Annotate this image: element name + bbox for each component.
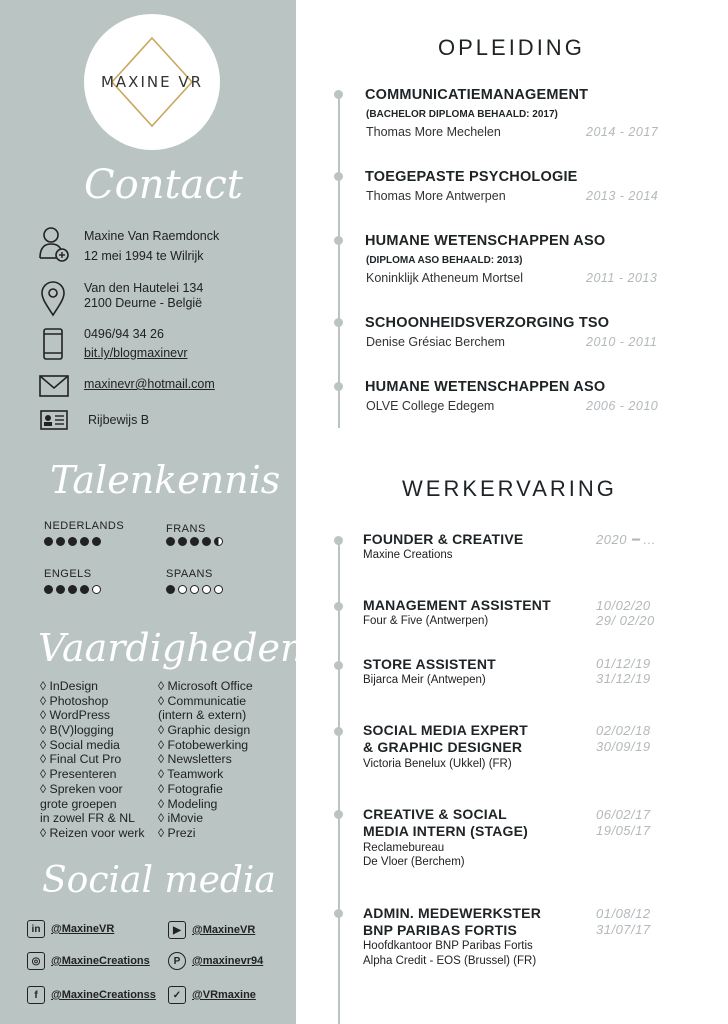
work-date-start: 02/02/18 (596, 723, 651, 738)
skill-item: ◊ Teamwork (158, 767, 224, 782)
contact-license: Rijbewijs B (88, 413, 150, 427)
education-years: 2010 - 2011 (586, 335, 658, 349)
work-date-end: 31/07/17 (596, 922, 651, 937)
skill-item: ◊ Modeling (158, 796, 218, 811)
work-company: Reclamebureau (363, 842, 445, 854)
pinterest-icon: P (168, 952, 186, 970)
timeline-dot (334, 172, 343, 181)
work-date-start: 10/02/20 (596, 598, 651, 613)
social-handle: @MaxineCreations (51, 955, 150, 967)
contact-blog-link[interactable]: bit.ly/blogmaxinevr (84, 346, 188, 360)
education-school: Denise Grésiac Berchem (366, 335, 505, 349)
skill-item: ◊ InDesign (40, 679, 99, 693)
work-company: Maxine Creations (363, 549, 453, 561)
social-handle: @maxinevr94 (192, 955, 264, 967)
education-title: COMMUNICATIEMANAGEMENT (365, 87, 589, 103)
work-title: STORE ASSISTENT (363, 656, 496, 672)
timeline-dot (334, 382, 343, 391)
skill-item: ◊ WordPress (40, 708, 111, 723)
timeline-dot (334, 661, 343, 670)
education-title: TOEGEPASTE PSYCHOLOGIE (365, 169, 578, 185)
language-level-spaans (166, 585, 223, 594)
education-years: 2006 - 2010 (586, 399, 659, 413)
youtube-icon: ▶ (168, 921, 186, 939)
work-date-end: 30/09/19 (596, 739, 651, 754)
language-level-engels (44, 585, 101, 594)
contact-heading: Contact (84, 162, 243, 208)
contact-street: Van den Hautelei 134 (84, 281, 204, 295)
work-title-line2: BNP PARIBAS FORTIS (363, 922, 517, 938)
skill-item: ◊ Microsoft Office (158, 679, 253, 693)
work-title-line2: & GRAPHIC DESIGNER (363, 739, 523, 755)
education-timeline (338, 94, 340, 428)
social-handle: @MaxineVR (51, 923, 115, 935)
skill-item: ◊ Fotobewerking (158, 737, 249, 752)
education-subtitle: (BACHELOR DIPLOMA BEHAALD: 2017) (366, 109, 558, 120)
education-years: 2011 - 2013 (586, 271, 658, 285)
timeline-dot (334, 909, 343, 918)
person-add-icon (38, 226, 70, 262)
skill-item: ◊ Photoshop (40, 693, 109, 708)
skill-item: ◊ Final Cut Pro (40, 752, 122, 767)
social-pinterest[interactable] (168, 952, 263, 970)
education-subtitle: (DIPLOMA ASO BEHAALD: 2013) (366, 255, 523, 266)
timeline-dot (334, 810, 343, 819)
id-card-icon (40, 410, 68, 430)
location-pin-icon (40, 281, 66, 317)
social-youtube[interactable] (168, 921, 255, 939)
work-title: MANAGEMENT ASSISTENT (363, 597, 551, 613)
language-level-nederlands (44, 537, 101, 546)
sidebar (0, 0, 305, 1024)
language-name: NEDERLANDS (44, 520, 125, 532)
social-handle: @MaxineCreationss (51, 989, 156, 1001)
work-date-end: 31/12/19 (596, 671, 651, 686)
contact-name: Maxine Van Raemdonck (84, 229, 220, 243)
contact-email-link[interactable]: maxinevr@hotmail.com (84, 377, 215, 391)
skill-item: ◊ Prezi (158, 825, 196, 840)
contact-phone: 0496/94 34 26 (84, 327, 164, 341)
language-name: SPAANS (166, 568, 213, 580)
education-school: Thomas More Antwerpen (366, 189, 506, 203)
logo (84, 14, 220, 150)
skill-item: ◊ Spreken voor (40, 781, 123, 796)
skill-item: ◊ Fotografie (158, 781, 223, 796)
timeline-dot (334, 236, 343, 245)
skill-item: ◊ Newsletters (158, 752, 232, 767)
education-heading: OPLEIDING (438, 35, 585, 60)
skill-item: ◊ Social media (40, 737, 120, 752)
timeline-dot (334, 90, 343, 99)
skill-item: ◊ Reizen voor werk (40, 825, 145, 840)
work-heading: WERKERVARING (402, 476, 617, 501)
social-instagram[interactable] (27, 952, 150, 970)
skill-item: ◊ B(V)logging (40, 723, 114, 738)
languages-heading: Talenkennis (50, 458, 281, 502)
social-handle: @MaxineVR (192, 924, 256, 936)
work-title-line2: MEDIA INTERN (STAGE) (363, 823, 528, 839)
work-title: ADMIN. MEDEWERKSTER (363, 905, 542, 921)
skill-item: ◊ Graphic design (158, 723, 251, 738)
skill-item: ◊ Presenteren (40, 767, 117, 782)
skill-item: (intern & extern) (158, 708, 247, 723)
work-company: Victoria Benelux (Ukkel) (FR) (363, 758, 512, 770)
timeline-dot (334, 536, 343, 545)
education-years: 2014 - 2017 (586, 125, 659, 139)
work-location: Alpha Credit - EOS (Brussel) (FR) (363, 955, 537, 967)
mail-icon (39, 375, 69, 397)
skill-item: grote groepen (40, 796, 117, 811)
work-date-start: 01/12/19 (596, 656, 651, 671)
work-date-start: 2020 ━ ... (596, 532, 656, 547)
skill-item: ◊ Communicatie (158, 693, 247, 708)
education-title: SCHOONHEIDSVERZORGING TSO (365, 315, 610, 331)
twitter-icon: ✓ (168, 986, 186, 1004)
education-title: HUMANE WETENSCHAPPEN ASO (365, 379, 606, 395)
work-company: Hoofdkantoor BNP Paribas Fortis (363, 940, 533, 952)
social-handle: @VRmaxine (192, 989, 256, 1001)
work-date-start: 06/02/17 (596, 807, 651, 822)
education-school: Thomas More Mechelen (366, 125, 501, 139)
phone-icon (43, 328, 63, 360)
skill-item: ◊ iMovie (158, 811, 204, 826)
social-linkedin[interactable] (27, 920, 114, 938)
work-date-end: 29/ 02/20 (596, 613, 655, 628)
social-twitter[interactable] (168, 986, 256, 1004)
skills-column-1 (40, 679, 145, 841)
timeline-dot (334, 602, 343, 611)
skill-item: in zowel FR & NL (40, 811, 135, 826)
work-company: Four & Five (Antwerpen) (363, 615, 489, 627)
timeline-dot (334, 318, 343, 327)
linkedin-icon: in (27, 920, 45, 938)
education-school: Koninklijk Atheneum Mortsel (366, 271, 524, 285)
facebook-icon: f (27, 986, 45, 1004)
social-facebook[interactable] (27, 986, 156, 1004)
education-title: HUMANE WETENSCHAPPEN ASO (365, 233, 606, 249)
education-years: 2013 - 2014 (586, 189, 659, 203)
work-title: CREATIVE & SOCIAL (363, 806, 507, 822)
language-level-frans (166, 537, 223, 546)
skills-column-2 (158, 679, 253, 841)
timeline-dot (334, 727, 343, 736)
work-date-end: 19/05/17 (596, 823, 651, 838)
skills-heading: Vaardigheden (38, 626, 305, 670)
work-title: FOUNDER & CREATIVE (363, 531, 524, 547)
education-school: OLVE College Edegem (366, 399, 495, 413)
contact-city: 2100 Deurne - België (84, 296, 203, 310)
social-heading: Social media (42, 860, 276, 901)
language-name: ENGELS (44, 568, 92, 580)
work-location: De Vloer (Berchem) (363, 856, 465, 868)
work-title: SOCIAL MEDIA EXPERT (363, 722, 528, 738)
language-name: FRANS (166, 523, 206, 535)
logo-text: MAXINE VR (100, 73, 204, 91)
instagram-icon: ◎ (27, 952, 45, 970)
work-company: Bijarca Meir (Antwepen) (363, 674, 486, 686)
contact-birth: 12 mei 1994 te Wilrijk (84, 249, 204, 263)
work-date-start: 01/08/12 (596, 906, 651, 921)
